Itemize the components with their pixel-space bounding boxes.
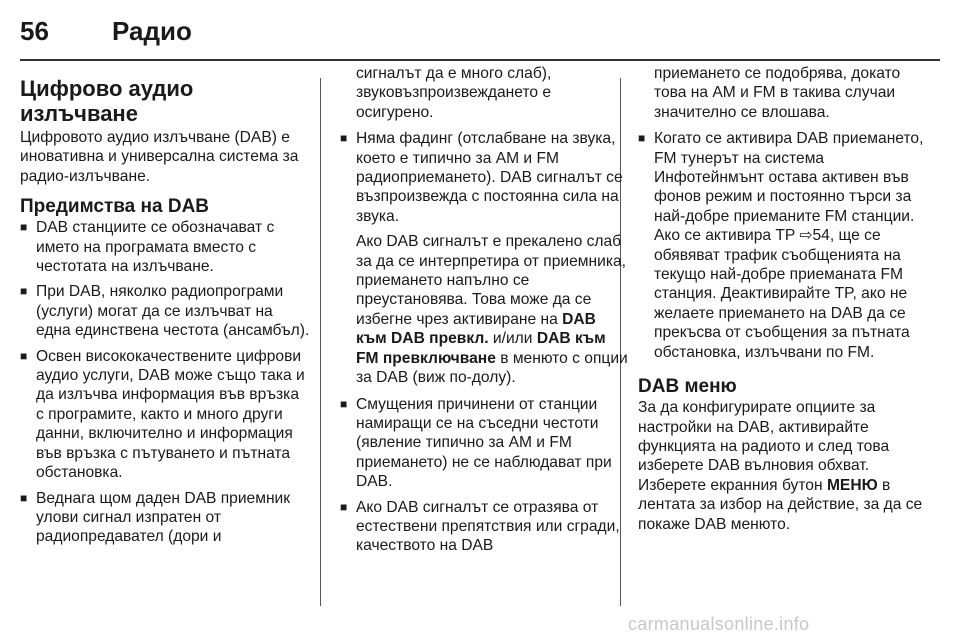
weak-signal-paragraph: Ако DAB сигналът е прекалено слаб за да се интерпретира от приемника, приемането напълно се преустановява. Това може да се избегне чрез активиране на DAB към DAB превкл. и/или DAB към FM превключване в менюто с опции за DAB (виж по-долу).	[356, 233, 628, 387]
list-item	[20, 218, 310, 276]
list-item-text: Ако DAB сигналът се отразява от естествени препятствия или сгради, качеството на DAB	[356, 498, 620, 555]
bullet-icon: ■	[20, 348, 28, 363]
continuation-paragraph: приемането се подобрява, докато това на AM и FM в такива случаи значително се влошава.	[654, 65, 901, 121]
list-item	[20, 489, 310, 547]
list-item-text: Няма фадинг (отслабване на звука, което е типично за AM и FM радиоприемането). DAB сигналът се възпроизвежда с постоянна сила на звука.	[356, 130, 623, 225]
column-1	[20, 76, 310, 553]
option-dab-to-dab: DAB към DAB превкл.	[356, 310, 596, 348]
menu-button-label: МЕНЮ	[826, 476, 878, 494]
header-divider	[20, 59, 940, 61]
page-reference-link[interactable]: 54	[812, 227, 830, 245]
dab-menu-heading: DAB меню	[638, 376, 737, 398]
title-line-2: излъчване	[20, 101, 138, 126]
bullet-icon: ■	[340, 499, 348, 514]
list-item	[340, 498, 630, 556]
article-title	[20, 76, 310, 126]
list-item-text: DAB станциите се обозначават с името на програмата вместо с честотата на излъчване.	[36, 219, 275, 276]
column-3	[638, 64, 928, 541]
list-item-text: При DAB, няколко радиопрограми (услуги) могат да се излъчват на една единствена честота (ансамбъл).	[36, 283, 310, 340]
page-reference-arrow-icon: ⇨	[799, 227, 813, 245]
page-header	[20, 12, 940, 56]
section-title: Радио	[112, 16, 192, 46]
title-line-1: Цифрово аудио	[20, 76, 194, 101]
bullet-icon: ■	[340, 131, 348, 146]
bullet-icon: ■	[20, 284, 28, 299]
list-item	[20, 347, 310, 483]
list-item-text: Освен висококачествените цифрови аудио услуги, DAB може също така и да излъчва информация във връзка с програмите, както и много други данни, включително и информация във връзка с пътуването и пътната обстановка.	[36, 347, 305, 482]
bullet-icon: ■	[340, 396, 348, 411]
bullet-icon: ■	[638, 131, 646, 146]
advantages-list-cont-3	[638, 129, 928, 362]
intro-paragraph: Цифровото аудио излъчване (DAB) е иновативна и универсална система за радио-излъчване.	[20, 129, 299, 185]
watermark: carmanualsonline.info	[628, 614, 810, 634]
list-item-text: Смущения причинени от станции намиращи се на съседни честоти (явление типично за AM и FM приемането) не се наблюдават при DAB.	[356, 395, 612, 491]
dab-menu-paragraph: За да конфигурирате опциите за настройки на DAB, активирайте функцията на радиото и след това изберете DAB вълновия обхват. Изберете екранния бутон МЕНЮ в лентата за избор на действие, за да се покаже DAB менюто.	[638, 399, 923, 533]
continuation-paragraph: сигналът да е много слаб), звуковъзпроизвеждането е осигурено.	[356, 65, 552, 121]
list-item	[20, 282, 310, 340]
advantages-heading: Предимства на DAB	[20, 196, 210, 218]
bullet-icon: ■	[20, 490, 28, 505]
option-dab-to-fm: DAB към FM превключване	[356, 330, 606, 367]
advantages-list-cont-2	[340, 395, 630, 556]
list-item: ■ Когато се активира DAB приемането, FM тунерът на система Инфотейнмънт остава активен във фонов режим и постоянно търси за най-добре приеманите FM станции. Ако се активира TP ⇨54, ще се обявяват трафик съобщенията на текущо най-добре приеманата FM станция. Деактивирайте TP, ако не желаете приемането на DAB да се прекъсва от съобщения за пътната обстановка, излъчвани по FM.	[638, 130, 924, 361]
advantages-list-cont	[340, 129, 630, 226]
advantages-list	[20, 218, 310, 547]
column-divider-1	[320, 78, 321, 606]
page-number: 56	[20, 16, 49, 46]
list-item-text: Веднага щом даден DAB приемник улови сигнал изпратен от радиопредавател (дори и	[36, 489, 291, 546]
list-item	[340, 129, 630, 226]
list-item	[340, 395, 630, 492]
column-2	[340, 64, 630, 562]
bullet-icon: ■	[20, 220, 28, 235]
